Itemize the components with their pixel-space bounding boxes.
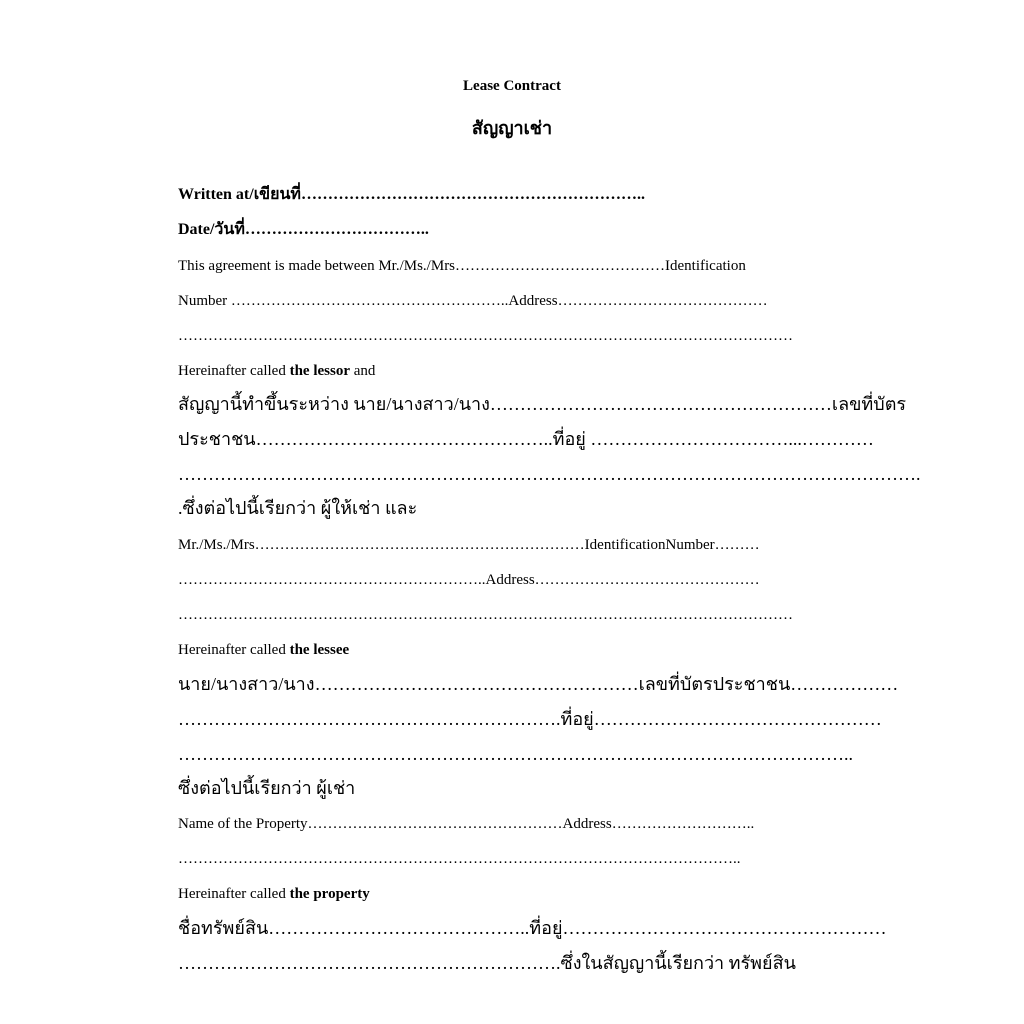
- property-term: the property: [289, 886, 370, 902]
- lessor-called-en: [178, 361, 375, 381]
- lessor-th-line-2[interactable]: ประชาชน…………………………………………..ที่อยู่ ……………………………...…………: [178, 429, 874, 449]
- written-at-field[interactable]: Written at/เขียนที่………………………………………………………..: [178, 186, 645, 203]
- lessee-term: the lessee: [289, 642, 350, 658]
- property-en-line-2[interactable]: …………………………………………………………………………………………………..: [178, 851, 741, 867]
- called-prefix: Hereinafter called: [178, 363, 290, 379]
- lessee-en-line-2[interactable]: ……………………………………………………..Address………………………………………: [178, 572, 760, 588]
- property-th-line-1[interactable]: ชื่อทรัพย์สิน……………………………………..ที่อยู่………………………………………………: [178, 918, 887, 938]
- property-en-line-1[interactable]: Name of the Property……………………………………………Address………………………..: [178, 816, 755, 832]
- property-called-en: [178, 884, 370, 904]
- called-suffix: and: [350, 363, 376, 379]
- called-prefix: Hereinafter called: [178, 886, 290, 902]
- lessee-th-line-2[interactable]: ……………………………………………………….ที่อยู่…………………………………………: [178, 709, 882, 729]
- property-th-line-2[interactable]: ……………………………………………………….ซึ่งในสัญญานี้เรียกว่า ทรัพย์สิน: [178, 953, 796, 973]
- lessee-en-line-1[interactable]: Mr./Ms./Mrs…………………………………………………………IdentificationNumber………: [178, 537, 760, 553]
- lessee-called-en: [178, 640, 349, 660]
- document-title-th: สัญญาเช่า: [471, 118, 553, 138]
- lessor-en-line-1[interactable]: This agreement is made between Mr./Ms./Mrs……………………………………Identification: [178, 258, 746, 274]
- called-prefix: Hereinafter called: [178, 642, 290, 658]
- lessor-en-line-3[interactable]: ……………………………………………………………………………………………………………: [178, 328, 793, 344]
- lessor-th-line-1[interactable]: สัญญานี้ทำขึ้นระหว่าง นาย/นางสาว/นาง…………………………………………………เลขที่บัตร: [178, 394, 907, 414]
- lessee-en-line-3[interactable]: ……………………………………………………………………………………………………………: [178, 607, 793, 623]
- lessor-th-line-3[interactable]: …………………………………………………………………………………………………………….: [178, 464, 921, 484]
- lessor-term: the lessor: [289, 363, 350, 379]
- lessee-th-line-3[interactable]: …………………………………………………………………………………………………..: [178, 744, 853, 764]
- document-title-en: Lease Contract: [463, 78, 561, 94]
- lessor-en-line-2[interactable]: Number ………………………………………………..Address……………………………………: [178, 293, 768, 309]
- lessor-called-th: .ซึ่งต่อไปนี้เรียกว่า ผู้ให้เช่า และ: [178, 498, 418, 518]
- lessee-th-line-1[interactable]: นาย/นางสาว/นาง………………………………………………เลขที่บัตรประชาชน………………: [178, 674, 899, 694]
- date-field[interactable]: Date/วันที่……………………………..: [178, 221, 429, 238]
- lessee-called-th: ซึ่งต่อไปนี้เรียกว่า ผู้เช่า: [178, 778, 356, 798]
